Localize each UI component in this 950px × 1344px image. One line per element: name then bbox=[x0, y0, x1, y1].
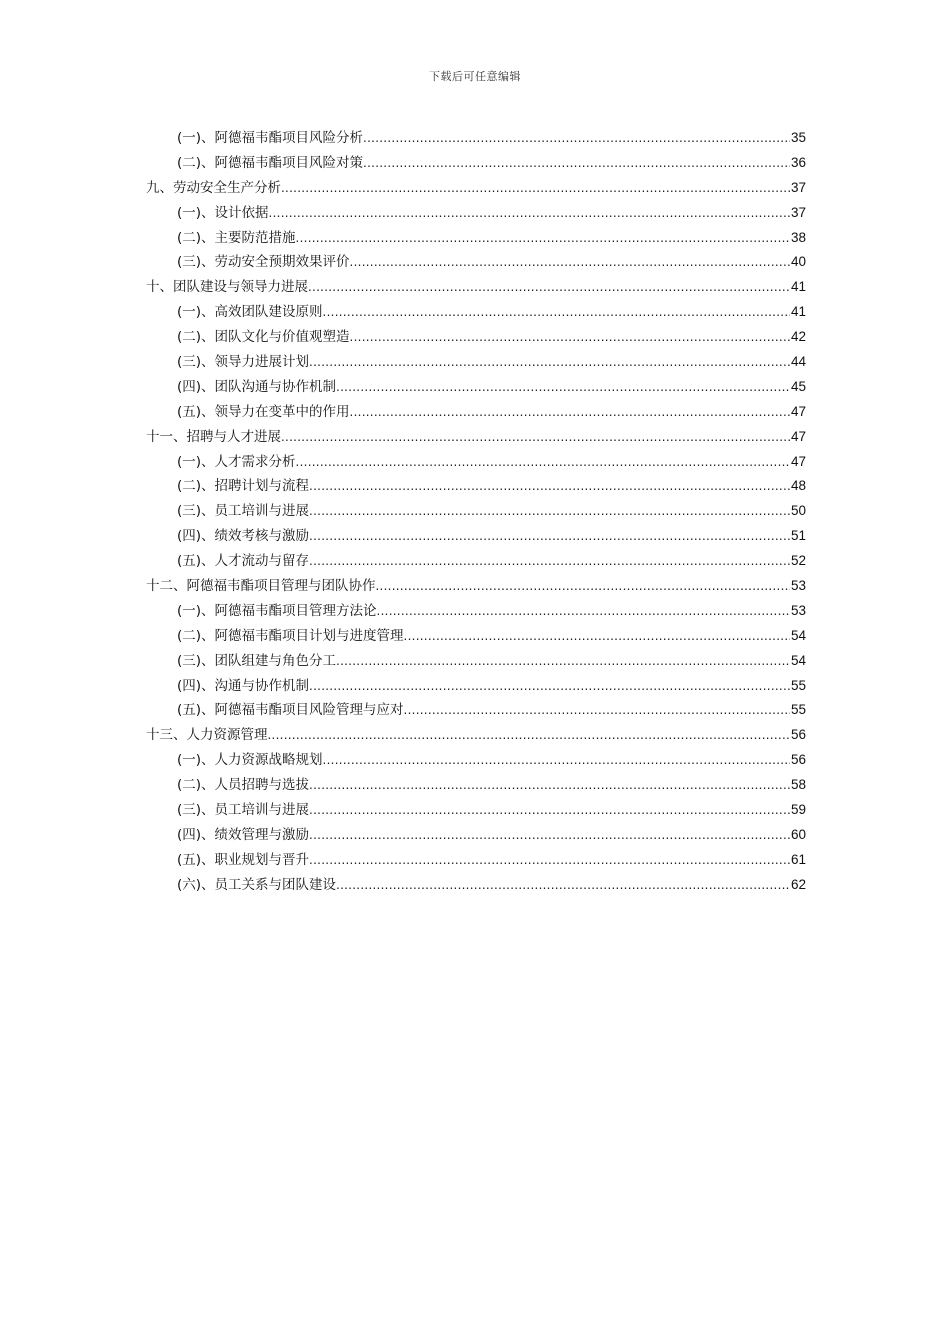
toc-entry-label: (四)、绩效考核与激励 bbox=[177, 528, 310, 545]
toc-page-number: 56 bbox=[790, 752, 806, 768]
toc-page-number: 58 bbox=[790, 777, 806, 793]
toc-section-entry[interactable] bbox=[146, 698, 806, 723]
toc-section-entry[interactable] bbox=[146, 450, 806, 475]
toc-entry-label: (四)、绩效管理与激励 bbox=[177, 826, 310, 843]
toc-page-number: 51 bbox=[790, 528, 806, 544]
toc-section-entry[interactable] bbox=[146, 400, 806, 425]
toc-dot-leader bbox=[309, 823, 790, 848]
toc-dot-leader bbox=[376, 574, 790, 599]
toc-entry-label: (二)、招聘计划与流程 bbox=[177, 478, 310, 495]
toc-entry-label: (一)、人力资源战略规划 bbox=[177, 752, 323, 769]
toc-page-number: 54 bbox=[790, 627, 806, 643]
toc-dot-leader bbox=[281, 176, 790, 201]
toc-entry-label: (三)、员工培训与进展 bbox=[177, 802, 310, 819]
toc-entry-label: (五)、领导力在变革中的作用 bbox=[177, 403, 350, 420]
toc-dot-leader bbox=[336, 375, 790, 400]
toc-entry-label: 十一、招聘与人才进展 bbox=[146, 428, 281, 445]
toc-entry-label: (一)、人才需求分析 bbox=[177, 453, 296, 470]
toc-page-number: 45 bbox=[790, 378, 806, 394]
toc-section-entry[interactable] bbox=[146, 773, 806, 798]
toc-dot-leader bbox=[404, 624, 790, 649]
toc-chapter-entry[interactable] bbox=[146, 425, 806, 450]
toc-dot-leader bbox=[281, 425, 790, 450]
toc-dot-leader bbox=[309, 674, 790, 699]
toc-dot-leader bbox=[323, 300, 790, 325]
toc-dot-leader bbox=[309, 549, 790, 574]
toc-dot-leader bbox=[377, 599, 790, 624]
toc-entry-label: (二)、团队文化与价值观塑造 bbox=[177, 329, 350, 346]
toc-entry-label: (五)、人才流动与留存 bbox=[177, 553, 310, 570]
toc-dot-leader bbox=[309, 798, 790, 823]
toc-page-number: 50 bbox=[790, 503, 806, 519]
toc-page-number: 35 bbox=[790, 129, 806, 145]
toc-entry-label: (四)、团队沟通与协作机制 bbox=[177, 378, 337, 395]
toc-page-number: 55 bbox=[790, 677, 806, 693]
toc-section-entry[interactable] bbox=[146, 250, 806, 275]
toc-section-entry[interactable] bbox=[146, 499, 806, 524]
toc-dot-leader bbox=[309, 499, 790, 524]
toc-section-entry[interactable] bbox=[146, 524, 806, 549]
toc-page-number: 38 bbox=[790, 229, 806, 245]
toc-section-entry[interactable] bbox=[146, 325, 806, 350]
toc-dot-leader bbox=[363, 126, 790, 151]
toc-page-number: 42 bbox=[790, 329, 806, 345]
toc-entry-label: (一)、阿德福韦酯项目管理方法论 bbox=[177, 602, 377, 619]
toc-entry-label: (三)、团队组建与角色分工 bbox=[177, 652, 337, 669]
toc-entry-label: (三)、劳动安全预期效果评价 bbox=[177, 254, 350, 271]
toc-section-entry[interactable] bbox=[146, 300, 806, 325]
toc-section-entry[interactable] bbox=[146, 674, 806, 699]
toc-page-number: 53 bbox=[790, 602, 806, 618]
toc-section-entry[interactable] bbox=[146, 823, 806, 848]
toc-section-entry[interactable] bbox=[146, 549, 806, 574]
toc-dot-leader bbox=[296, 450, 790, 475]
toc-dot-leader bbox=[309, 773, 790, 798]
toc-page-number: 52 bbox=[790, 553, 806, 569]
toc-dot-leader bbox=[268, 723, 790, 748]
toc-entry-label: 十三、人力资源管理 bbox=[146, 727, 268, 744]
toc-entry-label: (六)、员工关系与团队建设 bbox=[177, 876, 337, 893]
toc-entry-label: (二)、阿德福韦酯项目计划与进度管理 bbox=[177, 627, 404, 644]
toc-dot-leader bbox=[308, 275, 790, 300]
toc-chapter-entry[interactable] bbox=[146, 176, 806, 201]
toc-section-entry[interactable] bbox=[146, 624, 806, 649]
toc-dot-leader bbox=[336, 649, 790, 674]
toc-section-entry[interactable] bbox=[146, 649, 806, 674]
toc-section-entry[interactable] bbox=[146, 474, 806, 499]
toc-entry-label: 十、团队建设与领导力进展 bbox=[146, 279, 308, 296]
toc-page-number: 36 bbox=[790, 154, 806, 170]
toc-dot-leader bbox=[309, 848, 790, 873]
toc-page-number: 41 bbox=[790, 279, 806, 295]
toc-entry-label: 十二、阿德福韦酯项目管理与团队协作 bbox=[146, 578, 376, 595]
toc-chapter-entry[interactable] bbox=[146, 275, 806, 300]
table-of-contents bbox=[146, 126, 806, 898]
toc-page-number: 56 bbox=[790, 727, 806, 743]
toc-entry-label: (五)、阿德福韦酯项目风险管理与应对 bbox=[177, 702, 404, 719]
toc-page-number: 60 bbox=[790, 826, 806, 842]
toc-entry-label: (二)、阿德福韦酯项目风险对策 bbox=[177, 154, 364, 171]
toc-section-entry[interactable] bbox=[146, 748, 806, 773]
toc-entry-label: 九、劳动安全生产分析 bbox=[146, 179, 281, 196]
toc-page-number: 44 bbox=[790, 354, 806, 369]
toc-dot-leader bbox=[350, 325, 790, 350]
toc-page-number: 47 bbox=[790, 453, 806, 469]
toc-dot-leader bbox=[309, 350, 790, 375]
toc-dot-leader bbox=[363, 151, 790, 176]
toc-page-number: 53 bbox=[790, 578, 806, 594]
toc-section-entry[interactable] bbox=[146, 375, 806, 400]
toc-entry-label: (二)、主要防范措施 bbox=[177, 229, 296, 246]
toc-dot-leader bbox=[350, 250, 790, 275]
toc-dot-leader bbox=[336, 873, 790, 898]
toc-section-entry[interactable] bbox=[146, 201, 806, 226]
toc-entry-label: (三)、领导力进展计划 bbox=[177, 354, 310, 370]
toc-section-entry[interactable] bbox=[146, 226, 806, 251]
toc-dot-leader bbox=[350, 400, 790, 425]
toc-chapter-entry[interactable] bbox=[146, 574, 806, 599]
toc-dot-leader bbox=[323, 748, 790, 773]
toc-section-entry[interactable] bbox=[146, 350, 806, 375]
toc-page-number: 37 bbox=[790, 204, 806, 220]
toc-entry-label: (一)、阿德福韦酯项目风险分析 bbox=[177, 129, 364, 146]
toc-entry-label: (四)、沟通与协作机制 bbox=[177, 677, 310, 694]
toc-dot-leader bbox=[269, 201, 790, 226]
toc-entry-label: (三)、员工培训与进展 bbox=[177, 503, 310, 520]
toc-chapter-entry[interactable] bbox=[146, 723, 806, 748]
toc-section-entry[interactable] bbox=[146, 848, 806, 873]
toc-page-number: 61 bbox=[790, 851, 806, 867]
toc-page-number: 37 bbox=[790, 179, 806, 195]
toc-section-entry[interactable] bbox=[146, 599, 806, 624]
toc-page-number: 59 bbox=[790, 802, 806, 818]
toc-page-number: 54 bbox=[790, 652, 806, 668]
toc-dot-leader bbox=[309, 474, 790, 499]
toc-dot-leader bbox=[296, 226, 790, 251]
toc-section-entry[interactable] bbox=[146, 126, 806, 151]
toc-page-number: 47 bbox=[790, 403, 806, 419]
toc-entry-label: (五)、职业规划与晋升 bbox=[177, 851, 310, 868]
toc-page-number: 62 bbox=[790, 876, 806, 892]
toc-section-entry[interactable] bbox=[146, 798, 806, 823]
toc-page-number: 48 bbox=[790, 478, 806, 494]
toc-page-number: 41 bbox=[790, 304, 806, 320]
page-header: 下载后可任意编辑 bbox=[429, 70, 521, 83]
toc-section-entry[interactable] bbox=[146, 151, 806, 176]
toc-page-number: 55 bbox=[790, 702, 806, 718]
toc-entry-label: (一)、设计依据 bbox=[177, 204, 269, 221]
toc-page-number: 47 bbox=[790, 428, 806, 444]
toc-dot-leader bbox=[309, 524, 790, 549]
toc-entry-label: (一)、高效团队建设原则 bbox=[177, 304, 323, 321]
toc-page-number: 40 bbox=[790, 254, 806, 270]
toc-entry-label: (二)、人员招聘与选拔 bbox=[177, 777, 310, 794]
toc-section-entry[interactable] bbox=[146, 873, 806, 898]
toc-dot-leader bbox=[404, 698, 790, 723]
